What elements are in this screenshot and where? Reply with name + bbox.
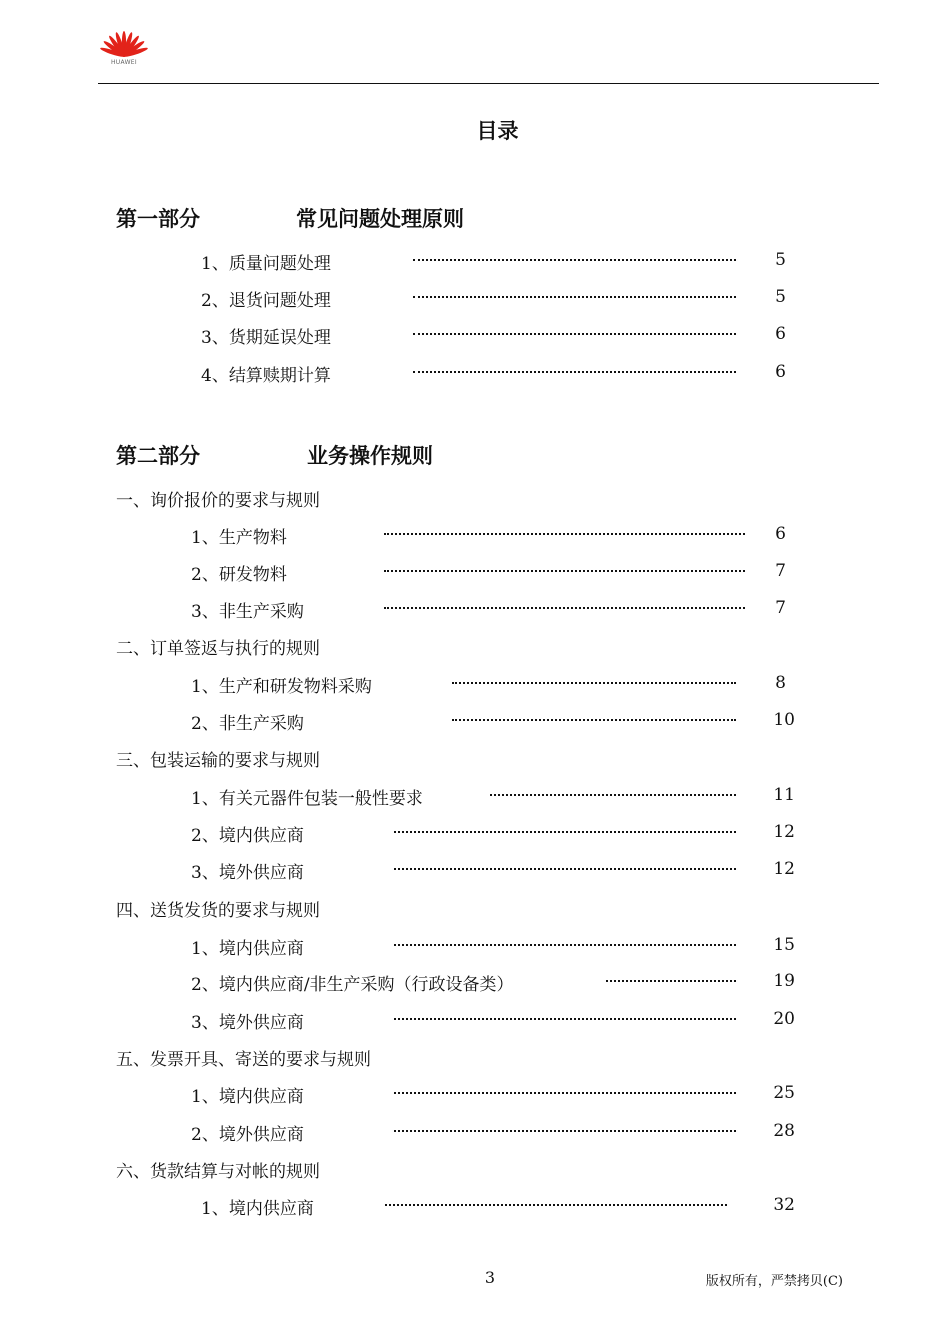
page-ref: 10 [773, 710, 795, 730]
dot-leader [394, 944, 736, 946]
section-heading: 四、送货发货的要求与规则 [116, 901, 320, 921]
dot-leader [452, 719, 736, 721]
page-ref: 8 [775, 673, 786, 693]
toc-entry[interactable]: 2、境外供应商 [191, 1125, 304, 1145]
toc-entry[interactable]: 1、有关元器件包装一般性要求 [191, 789, 423, 809]
toc-entry[interactable]: 2、非生产采购 [191, 714, 304, 734]
dot-leader [384, 607, 745, 609]
dot-leader [452, 682, 736, 684]
toc-entry[interactable]: 1、境内供应商 [191, 939, 304, 959]
dot-leader [606, 980, 736, 982]
page-ref: 15 [773, 935, 795, 955]
toc-entry[interactable]: 1、生产和研发物料采购 [191, 677, 372, 697]
dot-leader [490, 794, 736, 796]
toc-entry[interactable]: 3、非生产采购 [191, 602, 304, 622]
section-heading: 一、询价报价的要求与规则 [116, 491, 320, 511]
toc-entry[interactable]: 3、境外供应商 [191, 1013, 304, 1033]
dot-leader [384, 570, 745, 572]
logo-text: HUAWEI [111, 59, 137, 66]
section-heading: 三、包装运输的要求与规则 [116, 751, 320, 771]
page-ref: 6 [775, 362, 786, 382]
dot-leader [394, 1130, 736, 1132]
dot-leader [413, 259, 736, 261]
section-heading: 二、订单签返与执行的规则 [116, 639, 320, 659]
toc-entry[interactable]: 2、研发物料 [191, 565, 287, 585]
toc-entry[interactable]: 1、境内供应商 [201, 1199, 314, 1219]
page-ref: 6 [775, 524, 786, 544]
part-label: 第一部分 [116, 207, 200, 231]
toc-entry[interactable]: 1、生产物料 [191, 528, 287, 548]
toc-entry[interactable]: 4、结算赎期计算 [201, 366, 331, 386]
page-ref: 12 [773, 822, 795, 842]
page-ref: 28 [773, 1121, 795, 1141]
huawei-logo [100, 28, 148, 70]
dot-leader [394, 868, 736, 870]
toc-entry[interactable]: 1、质量问题处理 [201, 254, 331, 274]
toc-entry[interactable]: 2、境内供应商/非生产采购（行政设备类） [191, 975, 514, 995]
toc-entry[interactable]: 3、货期延误处理 [201, 328, 331, 348]
page-ref: 11 [773, 785, 795, 805]
dot-leader [413, 333, 736, 335]
section-heading: 五、发票开具、寄送的要求与规则 [116, 1050, 371, 1070]
huawei-petal-icon [100, 28, 148, 58]
page-ref: 32 [773, 1195, 795, 1215]
page-ref: 7 [775, 561, 786, 581]
page-ref: 7 [775, 598, 786, 618]
page-ref: 25 [773, 1083, 795, 1103]
toc-title: 目录 [476, 119, 519, 143]
part-title: 常见问题处理原则 [296, 207, 464, 231]
dot-leader [394, 1018, 736, 1020]
copyright-notice: 版权所有，严禁拷贝(C) [705, 1274, 843, 1289]
page-ref: 19 [773, 971, 795, 991]
toc-entry[interactable]: 2、退货问题处理 [201, 291, 331, 311]
header-divider [98, 83, 879, 84]
part-title: 业务操作规则 [307, 444, 433, 468]
page-ref: 5 [775, 287, 786, 307]
dot-leader [413, 371, 736, 373]
section-heading: 六、货款结算与对帐的规则 [116, 1162, 320, 1182]
toc-entry[interactable]: 3、境外供应商 [191, 863, 304, 883]
page-ref: 12 [773, 859, 795, 879]
page-ref: 6 [775, 324, 786, 344]
page-ref: 5 [775, 250, 786, 270]
dot-leader [394, 1092, 736, 1094]
page-ref: 20 [773, 1009, 795, 1029]
part-label: 第二部分 [116, 444, 200, 468]
dot-leader [394, 831, 736, 833]
toc-entry[interactable]: 2、境内供应商 [191, 826, 304, 846]
dot-leader [385, 1204, 727, 1206]
dot-leader [413, 296, 736, 298]
toc-entry[interactable]: 1、境内供应商 [191, 1087, 304, 1107]
dot-leader [384, 533, 745, 535]
page-number: 3 [484, 1268, 496, 1287]
